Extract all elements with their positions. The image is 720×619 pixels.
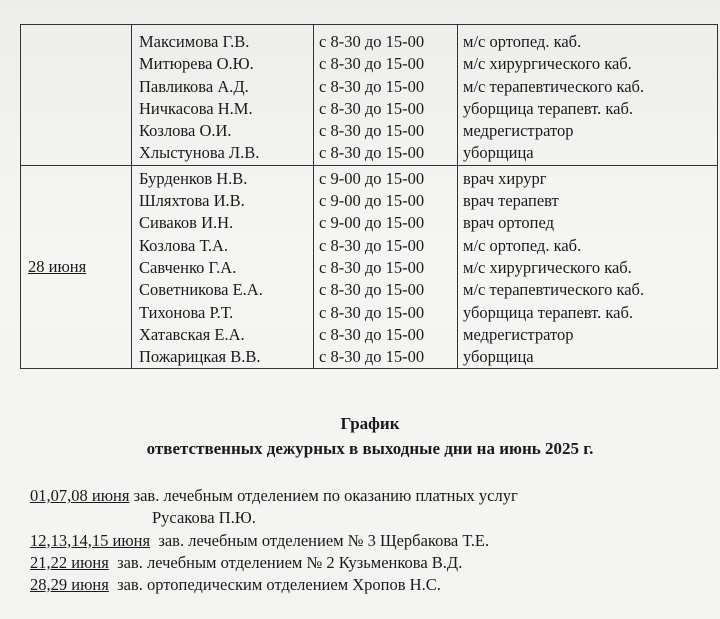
staff-schedule-table [20, 24, 718, 369]
staff-role: м/с хирургического каб. [463, 54, 632, 74]
work-hours: с 8-30 до 15-00 [319, 257, 425, 277]
staff-role: уборщица терапевт. каб. [463, 302, 633, 322]
staff-name: Козлова О.И. [139, 121, 232, 141]
staff-name: Шляхтова И.В. [139, 191, 245, 211]
list-item [30, 507, 710, 529]
staff-role: м/с ортопед. каб. [463, 235, 582, 255]
staff-role: медрегистратор [463, 324, 574, 344]
hours-cell [314, 25, 458, 166]
staff-name: Митюрева О.Ю. [139, 54, 254, 74]
hours-cell [314, 165, 458, 369]
staff-role: врач хирург [463, 168, 547, 188]
work-hours: с 8-30 до 15-00 [319, 235, 425, 255]
work-hours: с 8-30 до 15-00 [319, 54, 425, 74]
list-item [30, 485, 710, 507]
work-hours: с 9-00 до 15-00 [319, 191, 425, 211]
schedule-heading [0, 412, 720, 461]
work-hours: с 8-30 до 15-00 [319, 302, 425, 322]
duty-text: зав. лечебным отделением № 3 Щербакова Т.Е. [150, 530, 490, 550]
staff-name: Козлова Т.А. [139, 235, 229, 255]
staff-name: Пожарицкая В.В. [139, 347, 261, 367]
work-hours: с 9-00 до 15-00 [319, 168, 425, 188]
roles-cell [458, 25, 718, 166]
staff-role: м/с ортопед. каб. [463, 32, 582, 51]
work-hours: с 8-30 до 15-00 [319, 76, 425, 96]
date-cell [21, 25, 132, 166]
list-item [30, 552, 710, 574]
staff-role: м/с терапевтического каб. [463, 76, 645, 96]
duty-text: зав. лечебным отделением по оказанию платных услуг [129, 486, 518, 505]
list-item [30, 530, 710, 552]
staff-name: Сиваков И.Н. [139, 213, 234, 233]
staff-role: врач терапевт [463, 191, 559, 211]
work-hours: с 8-30 до 15-00 [319, 121, 425, 141]
staff-name: Бурденков Н.В. [139, 168, 248, 188]
staff-role: м/с хирургического каб. [463, 257, 632, 277]
staff-name: Максимова Г.В. [139, 32, 250, 51]
work-hours: с 8-30 до 15-00 [319, 347, 425, 367]
work-hours: с 8-30 до 15-00 [319, 32, 425, 51]
date-cell [21, 165, 132, 369]
staff-name: Тихонова Р.Т. [139, 302, 234, 322]
staff-name: Хатавская Е.А. [139, 324, 245, 344]
duty-text: Русакова П.Ю. [152, 508, 256, 528]
work-hours: с 8-30 до 15-00 [319, 143, 425, 163]
names-cell [132, 165, 314, 369]
duty-date: 21,22 июня [30, 552, 109, 572]
table-row [21, 25, 718, 166]
staff-role: уборщица терапевт. каб. [463, 98, 633, 118]
staff-role: м/с терапевтического каб. [463, 280, 645, 300]
work-hours: с 8-30 до 15-00 [319, 98, 425, 118]
date-label: 28 июня [28, 256, 87, 276]
staff-role: врач ортопед [463, 213, 554, 233]
duty-date: 01,07,08 июня [30, 486, 130, 505]
work-hours: с 8-30 до 15-00 [319, 324, 425, 344]
staff-name: Павликова А.Д. [139, 76, 249, 96]
staff-role: уборщица [463, 347, 534, 367]
work-hours: с 8-30 до 15-00 [319, 280, 425, 300]
staff-name: Ничкасова Н.М. [139, 98, 253, 118]
staff-name: Хлыстунова Л.В. [139, 143, 260, 163]
heading-title: График [340, 414, 400, 433]
names-cell [132, 25, 314, 166]
duty-text: зав. лечебным отделением № 2 Кузьменкова В.Д. [108, 552, 463, 572]
staff-name: Советникова Е.А. [139, 280, 263, 300]
staff-role: уборщица [463, 143, 534, 163]
list-item [30, 574, 710, 596]
duty-list [30, 485, 710, 596]
duty-text: зав. ортопедическим отделением Хропов Н.С. [108, 575, 441, 595]
roles-cell [458, 165, 718, 369]
duty-date: 12,13,14,15 июня [30, 530, 151, 550]
table-row [21, 165, 718, 369]
staff-name: Савченко Г.А. [139, 257, 237, 277]
duty-date: 28,29 июня [30, 575, 109, 595]
staff-role: медрегистратор [463, 121, 574, 141]
work-hours: с 9-00 до 15-00 [319, 213, 425, 233]
heading-subtitle: ответственных дежурных в выходные дни на июнь 2025 г. [146, 439, 594, 458]
